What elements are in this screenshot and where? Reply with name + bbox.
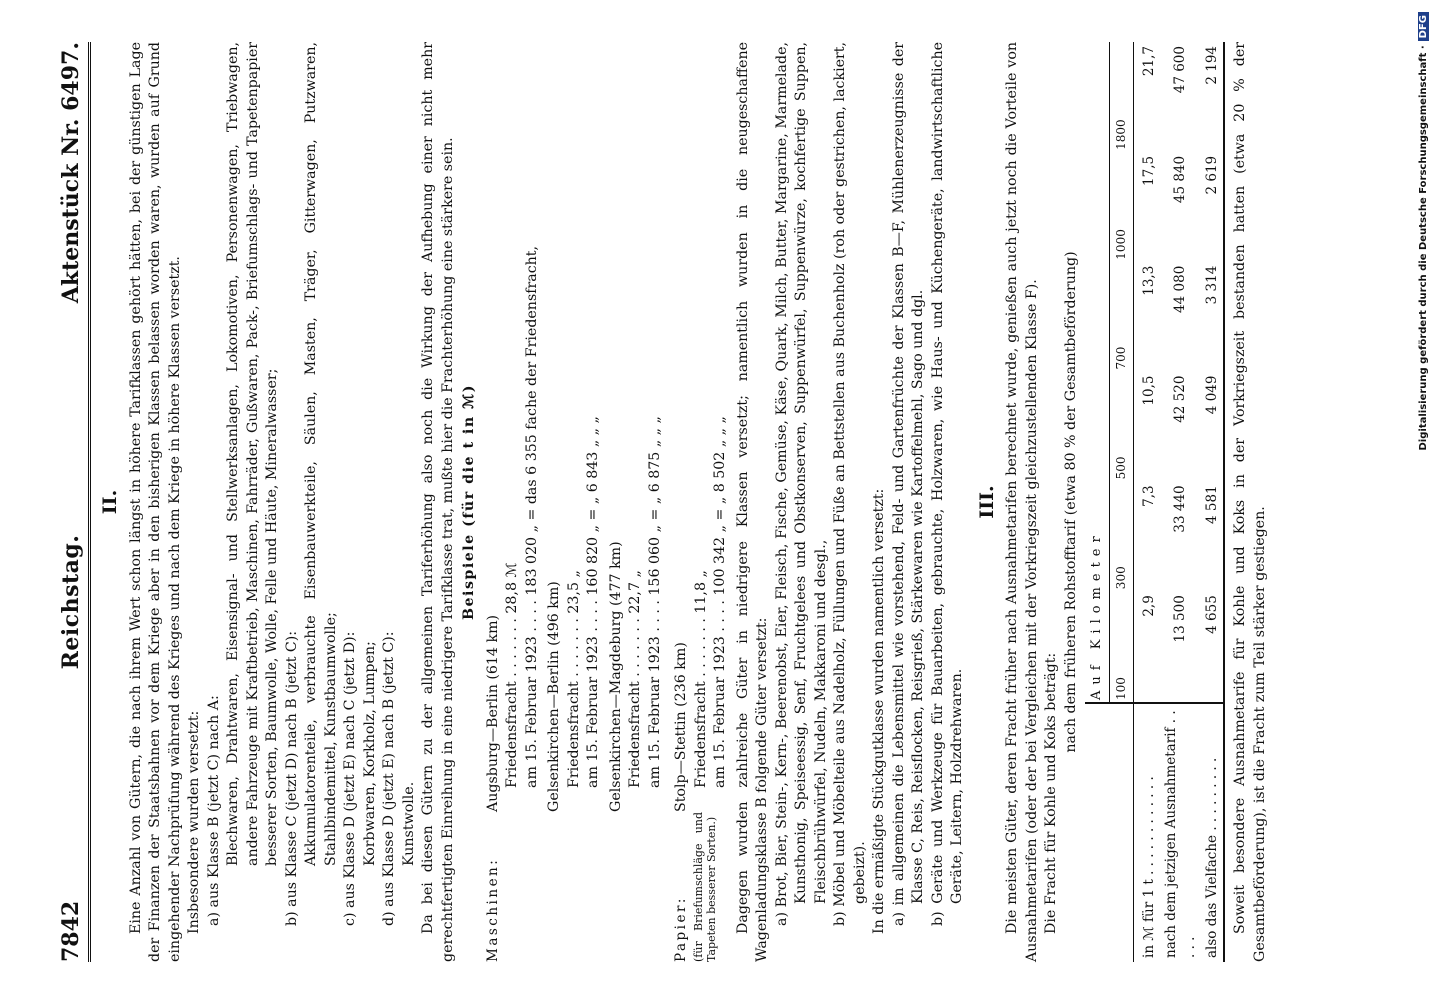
example-category: Maschinen: [484, 857, 501, 962]
class-move-label: c) aus Klasse D (jetzt E) nach C (jetzt D): [342, 631, 358, 926]
page-number: 7842 [58, 900, 84, 962]
section3-text2: Die Fracht für Kohle und Koks beträgt: [1043, 652, 1059, 934]
examples-title: Beispiele (für die t in ℳ) [461, 384, 477, 620]
table-cell: 3 314 [1202, 262, 1225, 372]
example-group [672, 42, 734, 962]
table-cell: 2 194 [1202, 42, 1225, 152]
table-row [1161, 42, 1202, 962]
stueck-item: b) Geräte und Werkzeuge für Bauarbeiten, gebrauchte, Holzwaren, wie Haus- und Küchengeräte, landwirtschaftliche Geräte, Leitern, Holzdrehwaren. [929, 42, 965, 926]
stueck-intro: In die ermäßigte Stückgutklasse wurden namentlich versetzt: [871, 488, 887, 934]
lower-item: b) Möbel und Möbelteile aus Nadelholz, Füllungen und Füße an Bettstellen aus Buchenholz (roh oder gestrichen, lackiert, gebeizt). [832, 42, 868, 926]
class-move-text: Korbwaren, Korkholz, Lumpen; [361, 641, 378, 866]
dfg-logo: DFG [1418, 12, 1429, 41]
km-header: 700 [1109, 262, 1134, 372]
class-move [380, 42, 419, 962]
digitization-credit [1418, 0, 1429, 1000]
class-move-label: d) aus Klasse D (jetzt E) nach B (jetzt C): [381, 631, 397, 926]
class-move-text: Akkumulatorenteile, verbrauchte Eisenbauwerkteile, Säulen, Masten, Träger, Gitterwagen, Putzwaren, Stahlbindemittel, Kunstbaumwolle; [303, 42, 339, 866]
table-cell: 7,3 [1141, 485, 1157, 507]
table-cell: 21,7 [1141, 46, 1157, 77]
table-cell: 13,3 [1141, 265, 1157, 296]
route-name: Gelsenkirchen—Magdeburg (477 km) [607, 541, 624, 812]
km-header: 1000 [1109, 152, 1134, 262]
intro-paragraph: Eine Anzahl von Gütern, die nach ihrem Wert schon längst in höhere Tarifklassen gehört hätten, bei der günstigen Lage der Finanzen der Staatsbahnen vor dem Kriege aber in den bisherigen Klassen belassen worden waren, wurden auf Grund eingehender Nachprüfung während des Krieges und nach dem Kriege in höhere Klassen versetzt. [127, 42, 183, 962]
example-group [484, 42, 669, 962]
table-cell: 33 440 [1172, 485, 1189, 533]
route-name: Augsburg—Berlin (614 km) [484, 614, 501, 812]
class-move-text: Kunstwolle. [400, 781, 417, 866]
page-header [58, 42, 91, 962]
freight-table [1085, 42, 1225, 962]
final-paragraph: Soweit besondere Ausnahmetarife für Kohle und Koks in der Vorkriegszeit bestanden hatten (etwa 20 % der Gesamtbeförderung), ist die Fracht zum Teil stärker gestiegen. [1232, 42, 1268, 962]
table-cell: 17,5 [1141, 155, 1157, 186]
document-number: Aktenstück Nr. 6497. [58, 42, 84, 304]
example-category-note: (für Briefumschläge und Tapeten besserer Sorten.) [691, 812, 718, 962]
class-move-label: a) aus Klasse B (jetzt C) nach A: [205, 695, 222, 926]
section-heading-3: III. [975, 485, 998, 519]
peace-freight: Friedensfracht . . . . . . . 23,5 „ [565, 570, 582, 788]
insbes-line: Insbesondere wurden versetzt: [186, 710, 202, 934]
table-cell: 2,9 [1134, 591, 1161, 703]
class-move [283, 42, 342, 962]
km-group-header: Auf Kilometer [1085, 42, 1109, 703]
feb-freight: am 15. Februar 1923 . . . . 156 060 „ = „ 6 875 „ „ „ [646, 416, 663, 788]
credit-text: Digitalisierung gefördert durch die Deutsche Forschungsgemeinschaft · [1418, 45, 1429, 451]
row-label: nach dem jetzigen Ausnahmetarif . . . . . [1162, 710, 1198, 958]
example-route [545, 42, 604, 812]
table-cell: 4 655 [1202, 591, 1225, 703]
feb-freight: am 15. Februar 1923 . . . . 183 020 „ = das 6 355 fache der Friedensfracht, [523, 245, 540, 788]
km-header: 300 [1109, 481, 1134, 591]
peace-freight: Friedensfracht . . . . . . . 28,8 ℳ [504, 562, 520, 788]
example-route [607, 42, 666, 812]
table-cell: 45 840 [1172, 155, 1189, 204]
feb-freight: am 15. Februar 1923 . . . . 160 820 „ = „ 6 843 „ „ „ [585, 416, 601, 788]
table-cell: 42 520 [1172, 375, 1189, 423]
lower-intro: Dagegen wurden zahlreiche Güter in niedrigere Klassen versetzt; namentlich wurden in die neugeschaffene Wagenladungsklasse B folgende Güter versetzt: [734, 42, 770, 962]
class-move [205, 42, 283, 962]
class-move-text: Blechwaren, Drahtwaren, Eisensignal- und Stellwerksanlagen, Lokomotiven, Personenwagen, Triebwagen, andere Fahrzeuge mit Kraftbetrieb, Maschinen, Fahrräder, Gußwaren, Pack-, Briefumschlags- und Tapetenpapier besserer Sorten, Baumwolle, Wolle, Felle und Häute, Mineralwasser; [225, 42, 280, 866]
table-cell: 4 581 [1202, 481, 1225, 591]
table-row [1202, 42, 1225, 962]
table-cell: 2 619 [1202, 152, 1225, 262]
class-move-label: b) aus Klasse C (jetzt D) nach B (jetzt C): [283, 630, 300, 926]
km-header: 500 [1109, 372, 1134, 482]
feb-freight: am 15. Februar 1923 . . . . 100 342 „ = „ 8 502 „ „ „ [712, 416, 728, 788]
table-cell: 4 049 [1202, 372, 1225, 482]
table-cell: 13 500 [1161, 591, 1202, 703]
row-label: in ℳ für 1 t . . . . . . . . . . . . [1141, 776, 1157, 958]
tariff-caption: nach dem früheren Rohstofftarif (etwa 80 % der Gesamtbeförderung) [1062, 251, 1079, 753]
example-route [484, 42, 543, 812]
class-move [341, 42, 380, 962]
route-name: Gelsenkirchen—Berlin (496 km) [546, 581, 562, 812]
peace-freight: Friedensfracht . . . . . . . 11,8 „ [692, 570, 709, 788]
peace-freight: Friedensfracht . . . . . . . 22,7 „ [627, 570, 643, 788]
example-route [672, 42, 731, 812]
reason-paragraph: Da bei diesen Gütern zu der allgemeinen Tariferhöhung also noch die Wirkung der Aufhebung einer nicht mehr gerechtfertigten Einreihung in eine niedrigere Tarifklasse trat, mußte hier die Frachterhöhung eine stärkere sein. [420, 42, 456, 962]
document-body [101, 42, 1270, 962]
lower-item: a) Brot, Bier, Stein-, Kern-, Beerenobst, Eier, Fleisch, Fische, Gemüse, Käse, Quark, Milch, Butter, Margarine, Marmelade, Kunsthonig, Speiseessig, Senf, Fruchtgelees und Obstkonserven, Suppenwürfel, Suppenwürze, kochfertige Suppen, Fleischbrühwürfel, Nudeln, Makkaroni und desgl., [773, 42, 829, 926]
table-row [1134, 42, 1161, 962]
km-header: 100 [1109, 591, 1134, 703]
section3-text: Die meisten Güter, deren Fracht früher nach Ausnahmetarifen berechnet wurde, genießen auch jetzt noch die Vorteile von Ausnahmetarifen (oder der bei Vergleichen mit der Vorkriegszeit gleichzustellenden Klasse F). [1004, 42, 1040, 962]
km-header: 1800 [1109, 42, 1134, 152]
stueck-item: a) im allgemeinen die Lebensmittel wie vorstehend, Feld- und Gartenfrüchte der Klassen B—F, Mühlenerzeugnisse der Klasse C, Reis, Reisflocken, Reisgrieß, Stärkewaren wie Kartoffelmehl, Sago und dgl. [890, 42, 926, 926]
table-cell: 47 600 [1172, 46, 1189, 94]
row-label: also das Vielfache . . . . . . . . . [1202, 703, 1225, 962]
route-name: Stolp—Stettin (236 km) [673, 642, 689, 812]
example-category: Papier: [673, 896, 689, 962]
header-title: Reichstag. [58, 534, 84, 670]
section-heading-2: II. [99, 489, 121, 515]
table-cell: 44 080 [1172, 265, 1189, 313]
table-cell: 10,5 [1141, 375, 1157, 406]
